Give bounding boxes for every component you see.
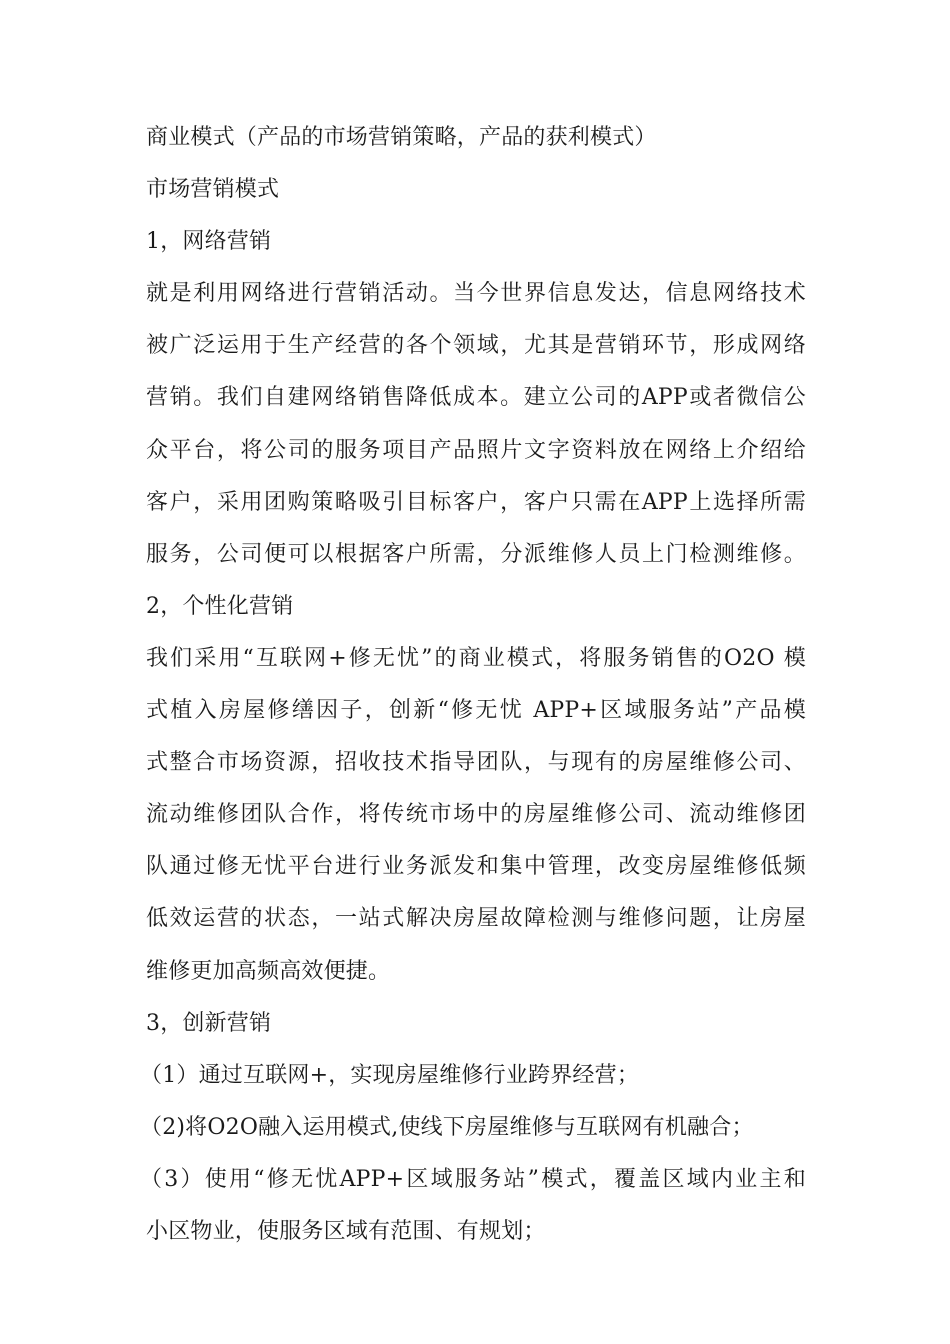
section-2-line: 式植入房屋修缮因子，创新“修无忧 APP+区域服务站”产品模 bbox=[146, 698, 806, 724]
section-1-line: 被广泛运用于生产经营的各个领域，尤其是营销环节，形成网络 bbox=[146, 333, 806, 359]
section-1-line: 就是利用网络进行营销活动。当今世界信息发达，信息网络技术 bbox=[146, 281, 806, 307]
section-2-line: 流动维修团队合作，将传统市场中的房屋维修公司、流动维修团 bbox=[146, 802, 806, 828]
section-3-list-item: （3）使用“修无忧APP+区域服务站”模式，覆盖区域内业主和 bbox=[140, 1166, 806, 1192]
section-1-line: 客户，采用团购策略吸引目标客户，客户只需在APP上选择所需 bbox=[146, 489, 806, 515]
section-1-line: 服务，公司便可以根据客户所需，分派维修人员上门检测维修。 bbox=[146, 541, 806, 567]
section-2-line: 式整合市场资源，招收技术指导团队，与现有的房屋维修公司、 bbox=[146, 750, 806, 776]
section-2-line: 低效运营的状态，一站式解决房屋故障检测与维修问题，让房屋 bbox=[146, 906, 806, 932]
document-body bbox=[140, 112, 806, 1258]
document-heading: 商业模式（产品的市场营销策略，产品的获利模式） bbox=[146, 125, 657, 150]
section-2-line: 队通过修无忧平台进行业务派发和集中管理，改变房屋维修低频 bbox=[146, 854, 806, 880]
section-3-title: 3，创新营销 bbox=[146, 1010, 272, 1036]
section-2-line: 我们采用“互联网+修无忧”的商业模式，将服务销售的O2O 模 bbox=[146, 645, 806, 671]
section-3-list-item: （2)将O2O融入运用模式,使线下房屋维修与互联网有机融合； bbox=[140, 1114, 754, 1140]
section-1-line: 众平台，将公司的服务项目产品照片文字资料放在网络上介绍给 bbox=[146, 437, 806, 463]
section-1-title: 1，网络营销 bbox=[146, 229, 272, 255]
section-2-title: 2，个性化营销 bbox=[146, 593, 294, 619]
section-3-list-item-continued: 小区物业，使服务区域有范围、有规划； bbox=[146, 1218, 546, 1244]
section-2-line: 维修更加高频高效便捷。 bbox=[146, 958, 391, 984]
section-1-line: 营销。我们自建网络销售降低成本。建立公司的APP或者微信公 bbox=[146, 385, 806, 411]
section-3-list-item: （1）通过互联网+，实现房屋维修行业跨界经营； bbox=[140, 1062, 640, 1088]
document-subheading: 市场营销模式 bbox=[146, 177, 280, 203]
